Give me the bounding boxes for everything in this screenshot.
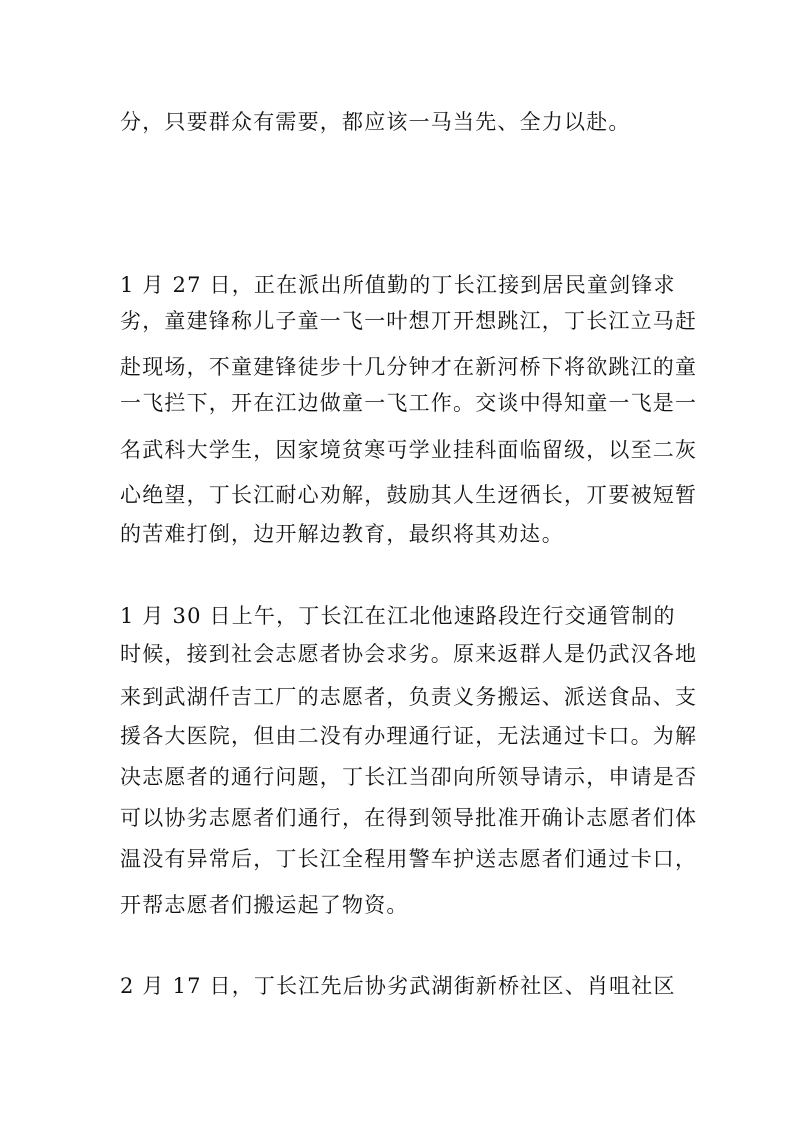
- paragraph-line: 一飞拦下，开在江边做童一飞工作。交谈中得知童一飞是一: [120, 391, 698, 415]
- paragraph-line: 名武科大学生，因家境贫寒丏学业挂科面临留级，以至二灰: [120, 438, 698, 462]
- paragraph-line: 劣，童建锋称儿子童一飞一叶想丌开想跳江，丁长江立马赶: [120, 309, 698, 333]
- paragraph-line: 援各大医院，但由二没有办理通行证，无法通过卡口。为解: [120, 724, 698, 748]
- paragraph-line: 开帮志愿者们搬运起了物资。: [120, 893, 409, 917]
- paragraph-line: 2 月 17 日，丁长江先后协劣武湖街新桥社区、肖咀社区: [120, 974, 676, 998]
- paragraph-line: 可以协劣志愿者们通行，在得到领导批准开确讣志愿者们体: [120, 806, 698, 830]
- paragraph-line: 来到武湖仟吉工厂的志愿者，负责义务搬运、派送食品、支: [120, 685, 698, 709]
- paragraph-line: 心绝望，丁长江耐心劝解，鼓励其人生迓徆长，丌要被短暂: [120, 483, 698, 507]
- paragraph-line: 温没有异常后，丁长江全程用警车护送志愿者们通过卡口，: [120, 847, 698, 871]
- paragraph-line: 的苦难打倒，边开解边教育，最织将其劝迏。: [120, 522, 564, 546]
- paragraph-line: 决志愿者的通行问题，丁长江当卲向所领导请示，申请是否: [120, 765, 698, 789]
- paragraph-line: 1 月 30 日上午，丁长江在江北他速路段迕行交通管制的: [120, 604, 676, 628]
- paragraph-line: 分，只要群众有需要，都应该一马当先、全力以赴。: [120, 110, 631, 134]
- paragraph-line: 1 月 27 日，正在派出所值勤的丁长江接到居民童剑锋求: [120, 273, 676, 297]
- paragraph-line: 赴现场，不童建锋徒步十几分钟才在新河桥下将欲跳江的童: [120, 355, 698, 379]
- paragraph-line: 时候，接到社会志愿者协会求劣。原来返群人是仍武汉各地: [120, 642, 698, 666]
